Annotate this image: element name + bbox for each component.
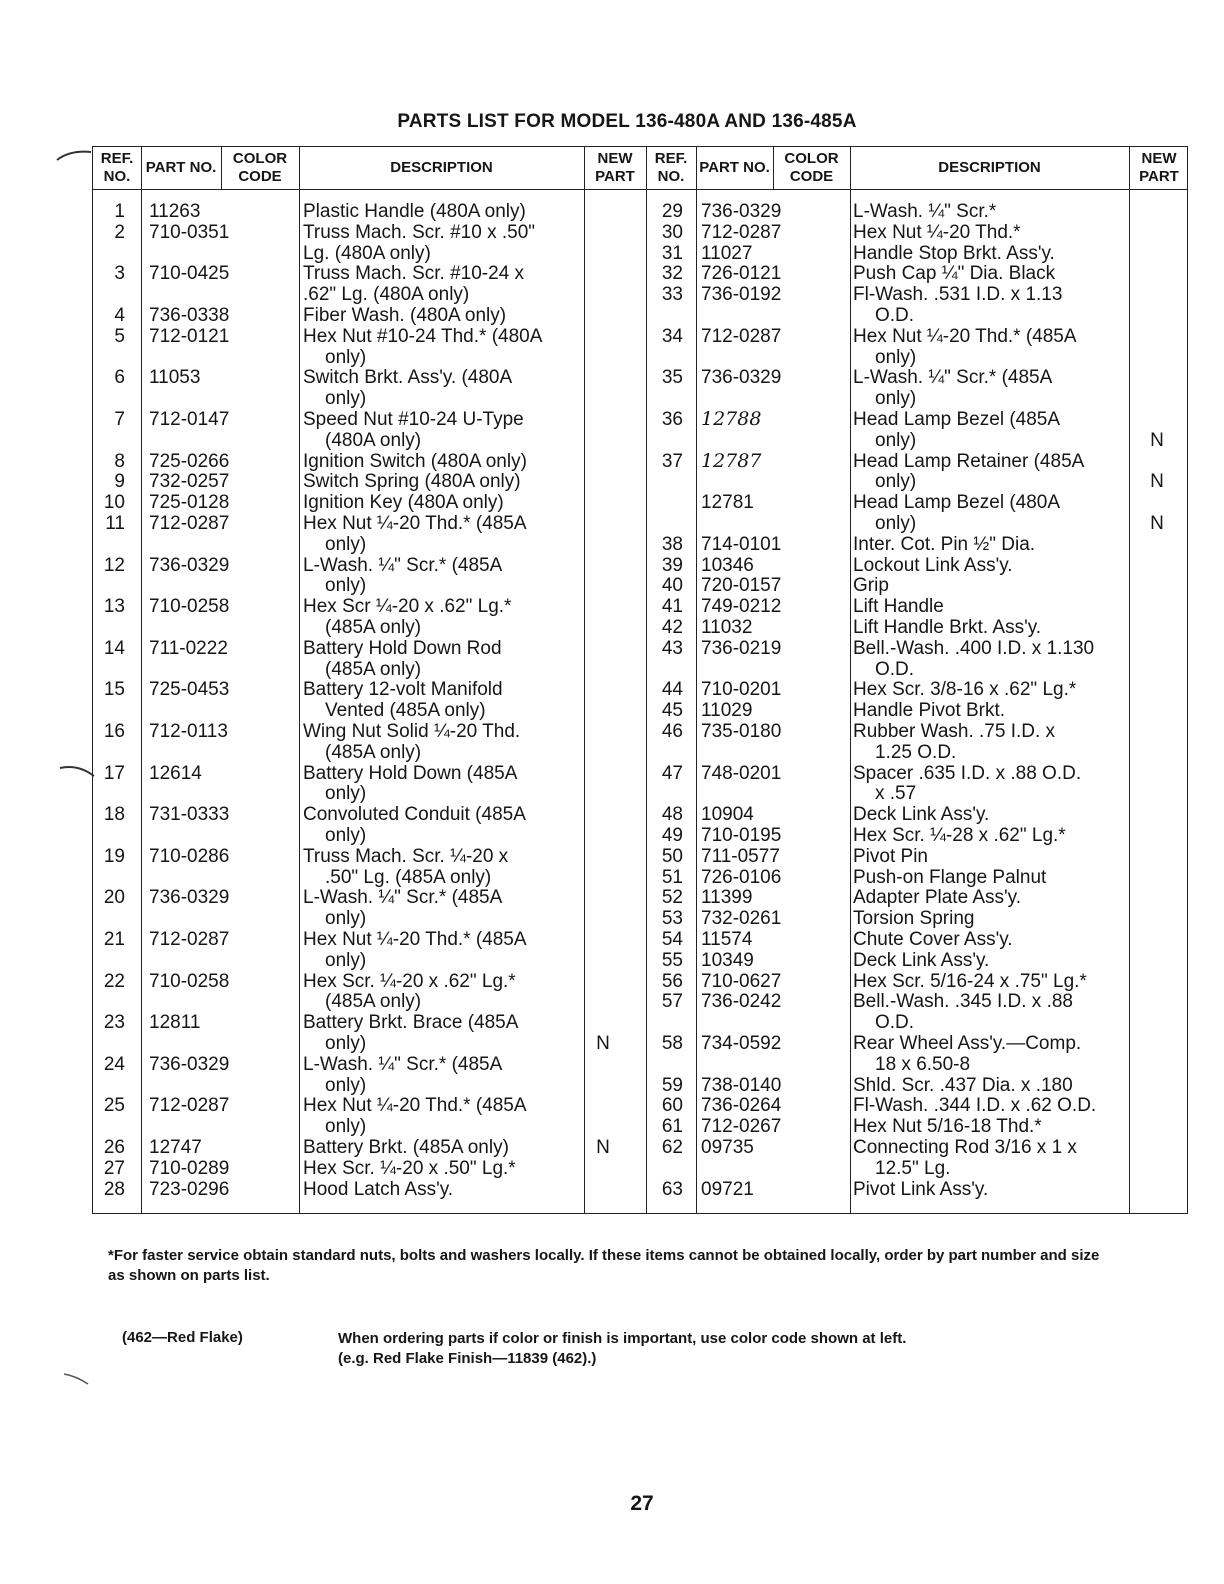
description-line: L-Wash. ¼" Scr.* (485A: [303, 1053, 503, 1075]
part-number: 710-0258: [149, 596, 230, 618]
header-part: PART NO.: [145, 159, 217, 176]
description-line: 18 x 6.50-8: [875, 1053, 971, 1075]
part-number: 725-0266: [149, 450, 230, 472]
part-number: 735-0180: [701, 721, 782, 742]
description-line: Wing Nut Solid ¼-20 Thd.: [303, 721, 521, 742]
header-ref: REF. NO.: [100, 150, 134, 185]
description-line: Inter. Cot. Pin ½" Dia.: [853, 533, 1036, 555]
part-number: 712-0287: [149, 1095, 230, 1117]
ref-number: 48: [661, 804, 683, 826]
part-number: 11263: [149, 201, 201, 222]
description-line: 12.5" Lg.: [875, 1157, 951, 1179]
part-number: 11029: [701, 700, 753, 722]
header-description: DESCRIPTION: [390, 159, 493, 176]
color-note: [338, 1329, 906, 1369]
part-number: 10904: [701, 804, 754, 826]
description-line: Connecting Rod 3/16 x 1 x: [853, 1137, 1077, 1158]
description-line: Hex Nut ¼-20 Thd.* (485A: [303, 1095, 527, 1117]
ref-number: 9: [114, 471, 125, 493]
description-line: Battery Brkt. Brace (485A: [303, 1012, 519, 1034]
description-line: .62" Lg. (480A only): [303, 284, 470, 306]
part-number: 736-0264: [701, 1095, 782, 1117]
description-line: Switch Spring (480A only): [303, 471, 521, 493]
header-rule: [93, 189, 1187, 190]
part-number: 712-0147: [149, 409, 230, 430]
description-line: Rubber Wash. .75 I.D. x: [853, 721, 1056, 742]
ref-number: 14: [103, 637, 125, 659]
ref-number: 12: [103, 554, 125, 576]
description-line: only): [325, 1074, 367, 1096]
description-line: Fl-Wash. .531 I.D. x 1.13: [853, 284, 1063, 306]
ref-number: 56: [661, 970, 683, 992]
description-line: x .57: [875, 783, 917, 805]
ref-number: 32: [661, 263, 683, 285]
ref-number: 35: [661, 367, 683, 389]
parts-table: [92, 146, 1188, 1214]
description-line: only): [325, 908, 367, 930]
description-line: only): [325, 825, 367, 846]
part-number: 723-0296: [149, 1178, 230, 1200]
description-line: Head Lamp Bezel (485A: [853, 409, 1061, 430]
description-line: Hex Nut ¼-20 Thd.* (485A: [853, 325, 1077, 347]
ref-number: 50: [661, 845, 683, 867]
ref-number: 49: [661, 825, 683, 846]
description-line: only): [325, 533, 367, 555]
ref-number: 27: [103, 1157, 125, 1179]
rule: [299, 147, 300, 1213]
description-line: L-Wash. ¼" Scr.* (485A: [303, 887, 503, 909]
ref-number: 21: [103, 929, 125, 950]
part-number: 10349: [701, 949, 754, 971]
description-line: Switch Brkt. Ass'y. (480A: [303, 367, 513, 389]
description-line: Truss Mach. Scr. #10 x .50": [303, 221, 536, 243]
ref-number: 53: [661, 908, 683, 930]
description-line: only): [875, 513, 917, 534]
description-line: Battery 12-volt Manifold: [303, 679, 503, 701]
description-line: Pivot Link Ass'y.: [853, 1178, 989, 1200]
ref-number: 61: [661, 1116, 683, 1138]
part-number: 734-0592: [701, 1033, 782, 1054]
part-number: 726-0121: [701, 263, 782, 285]
description-line: O.D.: [875, 1012, 915, 1034]
part-number: 11032: [701, 617, 753, 638]
ref-number: 15: [103, 679, 125, 701]
ref-number: 59: [661, 1074, 683, 1096]
description-line: Hood Latch Ass'y.: [303, 1178, 454, 1200]
description-line: Hex Scr. 3/8-16 x .62" Lg.*: [853, 679, 1077, 701]
part-number: 09735: [701, 1137, 754, 1158]
color-note-line: (e.g. Red Flake Finish—11839 (462).): [338, 1350, 597, 1367]
part-number: 712-0121: [149, 325, 230, 347]
color-code-example: (462—Red Flake): [122, 1329, 243, 1346]
description-line: Head Lamp Retainer (485A: [853, 450, 1085, 472]
header-new: NEW PART: [1139, 150, 1179, 185]
rule: [696, 147, 697, 1213]
part-number: 712-0287: [701, 325, 782, 347]
ref-number: 22: [103, 970, 125, 992]
description-line: Hex Nut #10-24 Thd.* (480A: [303, 325, 543, 347]
ref-number: 25: [103, 1095, 125, 1117]
part-number: 11399: [701, 887, 753, 909]
part-number: 12787: [701, 449, 762, 472]
ref-number: 45: [661, 700, 683, 722]
description-line: Ignition Switch (480A only): [303, 450, 527, 472]
header-color: COLOR CODE: [784, 150, 839, 185]
ref-number: 8: [114, 450, 125, 472]
description-line: Hex Nut ¼-20 Thd.* (485A: [303, 513, 527, 534]
part-number: 712-0287: [701, 221, 782, 243]
ref-number: 43: [661, 637, 683, 659]
part-number: 710-0201: [701, 679, 782, 701]
part-number: 736-0242: [701, 991, 782, 1013]
description-line: (485A only): [325, 658, 422, 680]
description-line: Torsion Spring: [853, 908, 975, 930]
new-part-flag: N: [1150, 471, 1164, 493]
part-number: 749-0212: [701, 596, 782, 618]
page-number: 27: [630, 1492, 654, 1515]
rule: [646, 147, 647, 1213]
description-line: Truss Mach. Scr. #10-24 x: [303, 263, 525, 285]
description-line: Bell.-Wash. .345 I.D. x .88: [853, 991, 1073, 1013]
description-line: 1.25 O.D.: [875, 741, 957, 763]
part-number: 736-0329: [149, 887, 230, 909]
part-number: 12788: [701, 408, 762, 430]
part-number: 736-0329: [149, 554, 230, 576]
description-line: only): [325, 783, 367, 805]
part-number: 712-0267: [701, 1116, 782, 1138]
description-line: Lift Handle: [853, 596, 944, 618]
description-line: Speed Nut #10-24 U-Type: [303, 409, 524, 430]
part-number: 710-0351: [149, 221, 230, 243]
header-ref: REF. NO.: [654, 150, 688, 185]
part-number: 710-0258: [149, 970, 230, 992]
ref-number: 10: [103, 492, 125, 514]
description-line: Vented (485A only): [325, 700, 486, 722]
part-number: 736-0338: [149, 305, 230, 326]
ref-number: 38: [661, 533, 683, 555]
description-line: (485A only): [325, 617, 422, 638]
description-line: Ignition Key (480A only): [303, 492, 504, 514]
pen-mark: [55, 140, 95, 170]
description-line: Handle Stop Brkt. Ass'y.: [853, 242, 1055, 264]
ref-number: 33: [661, 284, 683, 306]
ref-number: 58: [661, 1033, 683, 1054]
part-number: 732-0261: [701, 908, 782, 930]
part-number: 738-0140: [701, 1074, 782, 1096]
description-line: Hex Scr. ¼-20 x .50" Lg.*: [303, 1157, 516, 1179]
description-line: only): [325, 1116, 367, 1138]
description-line: Bell.-Wash. .400 I.D. x 1.130: [853, 637, 1095, 659]
ref-number: 55: [661, 949, 683, 971]
description-line: Lockout Link Ass'y.: [853, 554, 1013, 576]
part-number: 12747: [149, 1137, 202, 1158]
part-number: 11053: [149, 367, 201, 389]
ref-number: 34: [661, 325, 683, 347]
part-number: 736-0329: [701, 201, 782, 222]
part-number: 710-0286: [149, 845, 230, 867]
footnote: *For faster service obtain standard nuts, bolts and washers locally. If these items cannot be obtained locally, order by part number and size as shown on parts list.: [108, 1247, 1100, 1284]
ref-number: 51: [661, 866, 683, 888]
header-part: PART NO.: [699, 159, 770, 176]
ref-number: 16: [103, 721, 125, 742]
description-line: Fiber Wash. (480A only): [303, 305, 507, 326]
description-line: Handle Pivot Brkt.: [853, 700, 1006, 722]
ref-number: 5: [114, 325, 125, 347]
part-number: 711-0222: [149, 637, 228, 659]
ref-number: 54: [661, 929, 683, 950]
ref-number: 1: [114, 201, 125, 222]
part-number: 725-0453: [149, 679, 230, 701]
ref-number: 7: [114, 409, 125, 430]
rule: [1129, 147, 1130, 1213]
part-number: 726-0106: [701, 866, 782, 888]
ref-number: 31: [661, 242, 683, 264]
ref-number: 4: [114, 305, 125, 326]
description-line: Shld. Scr. .437 Dia. x .180: [853, 1074, 1073, 1096]
description-line: Deck Link Ass'y.: [853, 949, 990, 971]
description-line: L-Wash. ¼" Scr.*: [853, 201, 997, 222]
description-line: Grip: [853, 575, 889, 597]
description-line: only): [325, 949, 367, 971]
description-line: Lift Handle Brkt. Ass'y.: [853, 617, 1042, 638]
description-line: only): [875, 429, 917, 451]
pen-mark: [62, 1370, 92, 1390]
description-line: Hex Scr. ¼-20 x .62" Lg.*: [303, 970, 516, 992]
description-line: Push-on Flange Palnut: [853, 866, 1047, 888]
description-line: Pivot Pin: [853, 845, 928, 867]
part-number: 710-0425: [149, 263, 230, 285]
part-number: 736-0329: [149, 1053, 230, 1075]
part-number: 11027: [701, 242, 753, 264]
ref-number: 23: [103, 1012, 125, 1034]
description-line: only): [875, 471, 917, 493]
description-line: Rear Wheel Ass'y.—Comp.: [853, 1033, 1082, 1054]
description-line: only): [325, 1033, 367, 1054]
description-line: Plastic Handle (480A only): [303, 201, 526, 222]
rule: [850, 147, 851, 1213]
ref-number: 24: [103, 1053, 125, 1075]
part-number: 732-0257: [149, 471, 230, 493]
ref-number: 2: [114, 221, 125, 243]
ref-number: 20: [103, 887, 125, 909]
ref-number: 29: [661, 201, 683, 222]
description-line: Lg. (480A only): [303, 242, 431, 264]
ref-number: 40: [661, 575, 683, 597]
description-line: Spacer .635 I.D. x .88 O.D.: [853, 762, 1082, 784]
description-line: Hex Scr. 5/16-24 x .75" Lg.*: [853, 970, 1087, 992]
description-line: only): [875, 388, 917, 410]
part-number: 712-0113: [149, 721, 228, 742]
description-line: Chute Cover Ass'y.: [853, 929, 1013, 950]
description-line: L-Wash. ¼" Scr.* (485A: [303, 554, 503, 576]
part-number: 710-0627: [701, 970, 782, 992]
description-line: only): [875, 346, 917, 368]
part-number: 714-0101: [701, 533, 782, 555]
ref-number: 26: [103, 1137, 125, 1158]
ref-number: 6: [114, 367, 125, 389]
rule: [141, 147, 142, 1213]
description-line: (480A only): [325, 429, 422, 451]
ref-number: 11: [105, 513, 125, 534]
ref-number: 28: [103, 1178, 125, 1200]
ref-number: 37: [661, 450, 683, 472]
part-number: 711-0577: [701, 845, 780, 867]
part-number: 736-0329: [701, 367, 782, 389]
part-number: 12781: [701, 492, 754, 514]
description-line: Hex Nut ¼-20 Thd.*: [853, 221, 1021, 243]
ref-number: 17: [103, 762, 125, 784]
ref-number: 13: [103, 596, 125, 618]
description-line: Battery Hold Down (485A: [303, 762, 518, 784]
part-number: 710-0195: [701, 825, 782, 846]
description-line: Hex Nut 5/16-18 Thd.*: [853, 1116, 1042, 1138]
part-number: 720-0157: [701, 575, 782, 597]
description-line: L-Wash. ¼" Scr.* (485A: [853, 367, 1053, 389]
part-number: 712-0287: [149, 929, 230, 950]
description-line: Hex Scr ¼-20 x .62" Lg.*: [303, 596, 512, 618]
part-number: 10346: [701, 554, 754, 576]
page-title: PARTS LIST FOR MODEL 136-480A AND 136-485A: [397, 111, 857, 132]
new-part-flag: N: [596, 1137, 610, 1158]
ref-number: 52: [661, 887, 683, 909]
description-line: Push Cap ¼" Dia. Black: [853, 263, 1056, 285]
ref-number: 30: [661, 221, 683, 243]
ref-number: 60: [661, 1095, 683, 1117]
part-number: 736-0192: [701, 284, 782, 306]
header-new: NEW PART: [595, 150, 635, 185]
description-line: Convoluted Conduit (485A: [303, 804, 526, 826]
description-line: only): [325, 388, 367, 410]
part-number: 12811: [149, 1012, 201, 1034]
description-line: Deck Link Ass'y.: [853, 804, 990, 826]
ref-number: 3: [114, 263, 125, 285]
color-note-line: When ordering parts if color or finish is important, use color code shown at left.: [338, 1330, 907, 1347]
part-number: 748-0201: [701, 762, 782, 784]
ref-number: 62: [661, 1137, 683, 1158]
description-line: (485A only): [325, 991, 422, 1013]
ref-number: 57: [661, 991, 683, 1013]
header-color: COLOR CODE: [232, 150, 288, 185]
ref-number: 19: [103, 845, 125, 867]
ref-number: 42: [661, 617, 683, 638]
part-number: 731-0333: [149, 804, 230, 826]
description-line: Truss Mach. Scr. ¼-20 x: [303, 845, 509, 867]
ref-number: 47: [661, 762, 683, 784]
description-line: Adapter Plate Ass'y.: [853, 887, 1022, 909]
header-description: DESCRIPTION: [938, 159, 1041, 176]
ref-number: 36: [661, 409, 683, 430]
new-part-flag: N: [1150, 429, 1164, 451]
description-line: Hex Nut ¼-20 Thd.* (485A: [303, 929, 527, 950]
part-number: 12614: [149, 762, 202, 784]
ref-number: 63: [661, 1178, 683, 1200]
ref-number: 46: [661, 721, 683, 742]
ref-number: 41: [661, 596, 683, 618]
description-line: .50" Lg. (485A only): [325, 866, 492, 888]
part-number: 712-0287: [149, 513, 230, 534]
part-number: 09721: [701, 1178, 754, 1200]
new-part-flag: N: [1150, 513, 1164, 534]
description-line: Hex Scr. ¼-28 x .62" Lg.*: [853, 825, 1066, 846]
description-line: only): [325, 346, 367, 368]
description-line: O.D.: [875, 305, 915, 326]
description-line: Fl-Wash. .344 I.D. x .62 O.D.: [853, 1095, 1097, 1117]
part-number: 725-0128: [149, 492, 230, 514]
pen-mark: [58, 762, 98, 782]
description-line: Battery Hold Down Rod: [303, 637, 502, 659]
description-line: Head Lamp Bezel (480A: [853, 492, 1061, 514]
description-line: O.D.: [875, 658, 915, 680]
ref-number: 44: [661, 679, 683, 701]
ref-number: 18: [103, 804, 125, 826]
part-number: 736-0219: [701, 637, 782, 659]
ref-number: 39: [661, 554, 683, 576]
part-number: 11574: [701, 929, 753, 950]
description-line: Battery Brkt. (485A only): [303, 1137, 509, 1158]
part-number: 710-0289: [149, 1157, 230, 1179]
description-line: only): [325, 575, 367, 597]
description-line: (485A only): [325, 741, 422, 763]
new-part-flag: N: [596, 1033, 610, 1054]
